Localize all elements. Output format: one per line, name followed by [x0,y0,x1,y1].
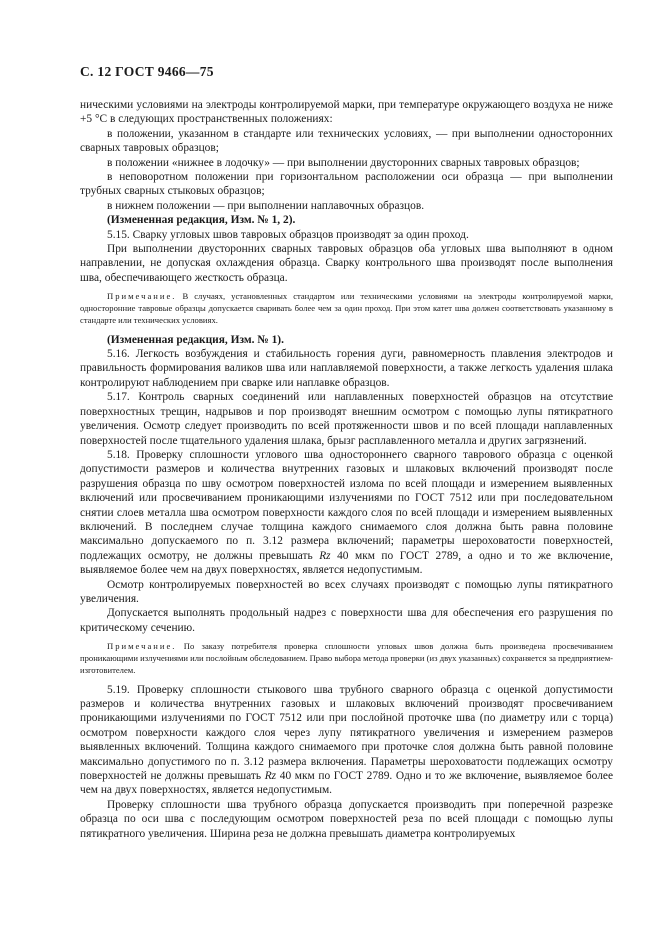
clause-text: 5.19. Проверку сплошности стыкового шва трубного сварного образца с оценкой допустимости размеров и количества внутренних газовых и шлаковых включений производят просвечиванием проникающими излучениями по ГОСТ 7512 или при послойной проточке шва (по диаметру или с торца) осмотром поверхности каждого слоя через лупу пятикратного увеличения и измерением размеров выявленных включений. Толщина каждого снимаемого при проточке слоя должна быть равной половине максимально допустимого по п. 3.12 размера включения. Параметры шероховатости подлежащих осмотру поверхностей не должны превышать [80,683,613,783]
paragraph: При выполнении двусторонних сварных тавровых образцов оба угловых шва выполняют в одном направлении, не допуская охлаждения образца. Сварку контрольного шва производят после выполнения шва, обеспечивающего жесткость образца. [80,243,613,284]
list-item-position: в неповоротном положении при горизонтальном расположении оси образца — при выполнении трубных сварных стыковых образцов; [80,171,613,198]
clause-text: 40 мкм по ГОСТ 2789. Одно и то же включение, выявляемое более чем на двух поверхностях, является недопустимым. [80,770,613,797]
clause-5-17: 5.17. Контроль сварных соединений или наплавленных поверхностей образцов на отсутствие поверхностных трещин, надрывов и пор производят внешним осмотром с помощью лупы пятикратного увеличения. Осмотр следует производить по всей протяженности швов и по всей площади наплавленных поверхностей после тщательного удаления шлака, брызг расплавленного металла и других загрязнений. [80,391,613,447]
amendment-note: (Измененная редакция, Изм. № 1). [107,333,284,346]
roughness-symbol: Rz [264,770,277,783]
page-body [80,98,613,841]
paragraph-continuation: ническими условиями на электроды контролируемой марки, при температуре окружающего воздуха не ниже +5 °С в следующих пространственных положениях: [80,99,613,126]
note [80,641,613,676]
note-label: Примечание. [107,641,177,652]
amendment-note: (Измененная редакция, Изм. № 1, 2). [107,214,296,227]
note-label: Примечание. [107,291,177,302]
list-item-position: в положении «нижнее в лодочку» — при выполнении двусторонних сварных тавровых образцов; [107,156,580,169]
note-text: В случаях, установленных стандартом или техническими условиями на электроды контролируемой марки, односторонние тавровые образцы допускается сваривать более чем за один проход. При этом катет шва должен соответствовать указанному в стандарте или технических условиях. [80,291,613,325]
clause-5-15: 5.15. Сварку угловых швов тавровых образцов производят за один проход. [107,228,469,241]
note-text: По заказу потребителя проверка сплошности угловых швов должна быть произведена просвечиванием проникающими излучениями или послойным обследованием. Право выбора метода проверки (из двух указанных) сохраняется за предприятием-изготовителем. [80,641,613,675]
page-header: С. 12 ГОСТ 9466—75 [80,64,214,79]
note [80,291,613,326]
list-item-position: в нижнем положении — при выполнении наплавочных образцов. [107,199,425,212]
list-item-position: в положении, указанном в стандарте или технических условиях, — при выполнении односторонних сварных тавровых образцов; [80,127,613,155]
clause-5-16: 5.16. Легкость возбуждения и стабильность горения дуги, равномерность плавления электродов и правильность формирования валиков шва или наплавляемой поверхности, а также легкость удаления шлака контролируют наблюдением при сварке или наплавке образцов. [80,348,613,389]
paragraph: Осмотр контролируемых поверхностей во всех случаях производят с помощью лупы пятикратного увеличения. [80,578,613,605]
clause-text: 5.18. Проверку сплошности углового шва одностороннего сварного таврового образца с оценкой допустимости размеров и количества внутренних газовых и шлаковых включений производят после разрушения образца по шву осмотром поверхностей излома по всей площади и измерением выявленных включений или просвечиванием проникающими излучениями по ГОСТ 7512 или при последовательном снятии слоев металла шва осмотром поверхности каждого слоя по всей площади и измерением выявленных включений. В последнем случае толщина каждого снимаемого слоя должна быть равна половине максимально допускаемого по п. 3.12 размера включений; параметры шероховатости поверхностей, подлежащих осмотру, не должны превышать [80,448,613,562]
roughness-symbol: Rz [319,549,331,562]
clause-5-18 [80,448,613,578]
clause-text: 40 мкм по ГОСТ 2789, а одно и то же включение, выявляемое более чем на двух поверхностях, является недопустимым. [80,549,613,577]
paragraph: Допускается выполнять продольный надрез с поверхности шва для обеспечения его разрушения по критическому сечению. [80,607,613,634]
clause-5-19 [80,683,613,798]
paragraph: Проверку сплошности шва трубного образца допускается производить при поперечной разрезке образца по оси шва с последующим осмотром поверхностей реза по всей площади с помощью лупы пятикратного увеличения. Ширина реза не должна превышать диаметра контролируемых [80,798,613,840]
